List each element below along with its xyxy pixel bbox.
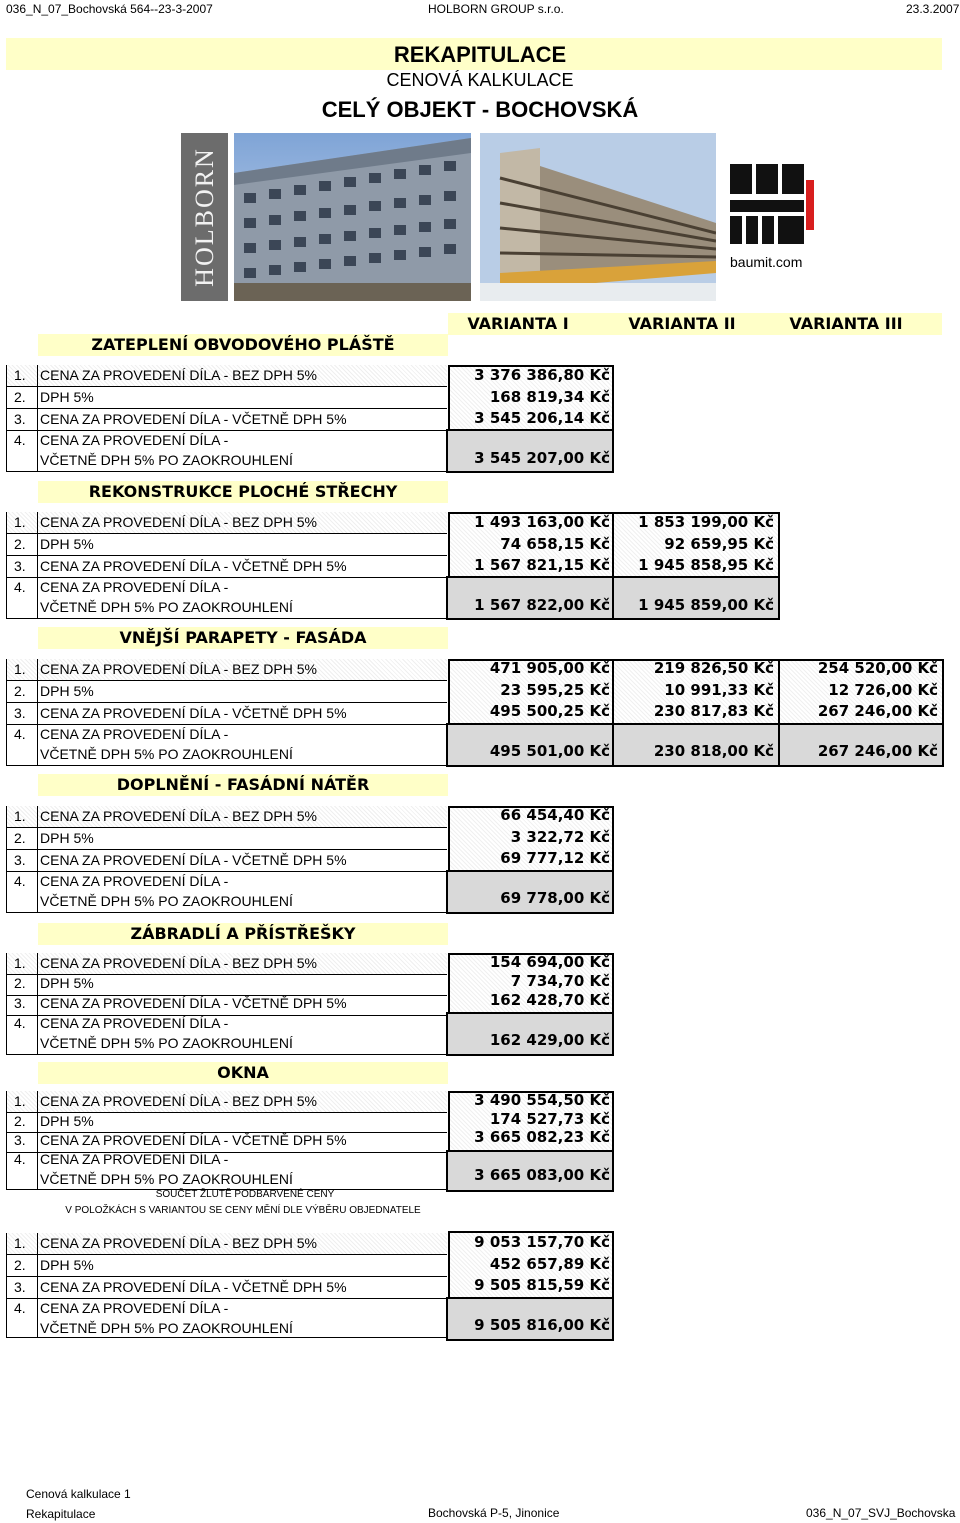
page-title: REKAPITULACE	[393, 42, 567, 67]
row-number: 1.	[14, 955, 26, 971]
building-photo-2	[480, 133, 716, 301]
value-cell: 267 246,00 Kč	[817, 742, 938, 760]
row-label: DPH 5%	[40, 683, 94, 699]
header-company: HOLBORN GROUP s.r.o.	[428, 2, 564, 16]
row-label: VČETNĚ DPH 5% PO ZAOKROUHLENÍ	[40, 1035, 293, 1051]
row-label: CENA ZA PROVEDENÍ DÍLA - VČETNĚ DPH 5%	[40, 852, 347, 868]
row-label: VČETNĚ DPH 5% PO ZAOKROUHLENÍ	[40, 893, 293, 909]
section-title: OKNA	[38, 1062, 448, 1084]
row-number: 3.	[14, 411, 26, 427]
row-label: VČETNĚ DPH 5% PO ZAOKROUHLENÍ	[40, 1171, 293, 1187]
row-label: CENA ZA PROVEDENÍ DÍLA -	[40, 1300, 229, 1316]
value-cell: 12 726,00 Kč	[828, 681, 938, 699]
row-label: CENA ZA PROVEDENÍ DÍLA - BEZ DPH 5%	[40, 367, 317, 383]
summary-note-line-2: V POLOŽKÁCH S VARIANTOU SE CENY MĚNÍ DLE VÝBĚRU OBJEDNATELE	[65, 1205, 421, 1216]
value-cell: 230 817,83 Kč	[653, 702, 774, 720]
row-label: VČETNĚ DPH 5% PO ZAOKROUHLENÍ	[40, 452, 293, 468]
row-label: CENA ZA PROVEDENÍ DÍLA - VČETNĚ DPH 5%	[40, 558, 347, 574]
value-cell: 23 595,25 Kč	[500, 681, 610, 699]
row-number: 2.	[14, 536, 26, 552]
header-date: 23.3.2007	[906, 2, 960, 16]
row-number: 1.	[14, 1093, 26, 1109]
row-number: 3.	[14, 1132, 26, 1148]
value-cell: 66 454,40 Kč	[500, 806, 610, 824]
row-number: 4.	[14, 432, 26, 448]
row-label: DPH 5%	[40, 1113, 94, 1129]
value-cell: 3 545 206,14 Kč	[474, 409, 610, 427]
value-cell: 174 527,73 Kč	[489, 1110, 610, 1128]
row-number: 3.	[14, 852, 26, 868]
row-number: 2.	[14, 1113, 26, 1129]
value-cell: 7 734,70 Kč	[510, 972, 610, 990]
row-number: 1.	[14, 1235, 26, 1251]
row-number: 1.	[14, 661, 26, 677]
baumit-url: baumit.com	[730, 254, 803, 270]
row-number: 2.	[14, 830, 26, 846]
value-cell: 219 826,50 Kč	[653, 659, 774, 677]
variant-1-header: VARIANTA I	[467, 314, 569, 333]
row-number: 4.	[14, 1015, 26, 1031]
value-cell: 230 818,00 Kč	[653, 742, 774, 760]
row-label: CENA ZA PROVEDENÍ DÍLA - BEZ DPH 5%	[40, 808, 317, 824]
value-cell: 162 428,70 Kč	[489, 991, 610, 1009]
row-label: VČETNĚ DPH 5% PO ZAOKROUHLENÍ	[40, 599, 293, 615]
value-cell: 1 945 859,00 Kč	[638, 596, 774, 614]
row-label: CENA ZA PROVEDENÍ DÍLA - VČETNĚ DPH 5%	[40, 411, 347, 427]
value-cell: 1 493 163,00 Kč	[474, 513, 610, 531]
row-number: 3.	[14, 995, 26, 1011]
value-cell: 162 429,00 Kč	[489, 1031, 610, 1049]
section-title: ZATEPLENÍ OBVODOVÉHO PLÁŠTĚ	[38, 334, 448, 356]
row-label: CENA ZA PROVEDENÍ DÍLA - VČETNĚ DPH 5%	[40, 995, 347, 1011]
row-label: CENA ZA PROVEDENÍ DÍLA - BEZ DPH 5%	[40, 514, 317, 530]
holborn-logo	[181, 133, 228, 301]
value-cell: 1 945 858,95 Kč	[638, 556, 774, 574]
row-label: CENA ZA PROVEDENÍ DÍLA - BEZ DPH 5%	[40, 955, 317, 971]
value-cell: 154 694,00 Kč	[489, 953, 610, 971]
section-title: REKONSTRUKCE PLOCHÉ STŘECHY	[38, 481, 448, 503]
row-label: CENA ZA PROVEDENÍ DÍLA - BEZ DPH 5%	[40, 1235, 317, 1251]
value-cell: 495 501,00 Kč	[489, 742, 610, 760]
page-object-title: CELÝ OBJEKT - BOCHOVSKÁ	[321, 97, 639, 122]
row-number: 1.	[14, 367, 26, 383]
row-label: CENA ZA PROVEDENÍ DÍLA - BEZ DPH 5%	[40, 1093, 317, 1109]
footer-file-code: 036_N_07_SVJ_Bochovska	[806, 1506, 956, 1520]
footer-address: Bochovská P-5, Jinonice	[428, 1506, 560, 1520]
variant-2-header: VARIANTA II	[628, 314, 736, 333]
value-cell: 1 567 821,15 Kč	[474, 556, 610, 574]
row-label: DPH 5%	[40, 830, 94, 846]
building-photo-1	[234, 133, 471, 301]
value-cell: 10 991,33 Kč	[664, 681, 774, 699]
summary-value-cell: 9 505 815,59 Kč	[474, 1276, 610, 1294]
value-cell: 3 490 554,50 Kč	[474, 1091, 610, 1109]
row-label: CENA ZA PROVEDENÍ DÍLA - BEZ DPH 5%	[40, 661, 317, 677]
row-label: VČETNĚ DPH 5% PO ZAOKROUHLENÍ	[40, 746, 293, 762]
value-cell: 3 322,72 Kč	[510, 828, 610, 846]
row-number: 4.	[14, 873, 26, 889]
value-cell: 3 376 386,80 Kč	[474, 366, 610, 384]
row-number: 4.	[14, 726, 26, 742]
section-title: VNĚJŠÍ PARAPETY - FASÁDA	[38, 627, 448, 649]
holborn-logo-text: HOLBORN	[189, 147, 219, 287]
row-label: CENA ZA PROVEDENÍ DÍLA -	[40, 873, 229, 889]
row-label: CENA ZA PROVEDENÍ DÍLA -	[40, 1151, 229, 1167]
value-cell: 92 659,95 Kč	[664, 535, 774, 553]
value-cell: 3 665 083,00 Kč	[474, 1166, 610, 1184]
row-number: 3.	[14, 1279, 26, 1295]
row-label: CENA ZA PROVEDENÍ DÍLA -	[40, 432, 229, 448]
value-cell: 74 658,15 Kč	[500, 535, 610, 553]
value-cell: 3 665 082,23 Kč	[474, 1128, 610, 1146]
row-label: CENA ZA PROVEDENÍ DÍLA - VČETNĚ DPH 5%	[40, 1132, 347, 1148]
footer-tab-name: Rekapitulace	[26, 1507, 96, 1521]
value-cell: 254 520,00 Kč	[817, 659, 938, 677]
row-label: DPH 5%	[40, 536, 94, 552]
row-number: 4.	[14, 1300, 26, 1316]
row-number: 2.	[14, 1257, 26, 1273]
summary-value-cell: 9 053 157,70 Kč	[474, 1233, 610, 1251]
row-label: DPH 5%	[40, 1257, 94, 1273]
page-subtitle: CENOVÁ KALKULACE	[386, 70, 574, 90]
header-filename: 036_N_07_Bochovská 564--23-3-2007	[6, 2, 213, 16]
footer-sheet-name: Cenová kalkulace 1	[26, 1487, 131, 1501]
row-number: 2.	[14, 389, 26, 405]
row-label: CENA ZA PROVEDENÍ DÍLA -	[40, 1015, 229, 1031]
row-number: 4.	[14, 579, 26, 595]
summary-value-cell: 452 657,89 Kč	[489, 1255, 610, 1273]
row-number: 1.	[14, 808, 26, 824]
row-number: 4.	[14, 1151, 26, 1167]
value-cell: 3 545 207,00 Kč	[474, 449, 610, 467]
row-label: CENA ZA PROVEDENÍ DÍLA -	[40, 726, 229, 742]
row-number: 1.	[14, 514, 26, 530]
section-title: ZÁBRADLÍ A PŘÍSTŘEŠKY	[38, 923, 448, 945]
row-number: 2.	[14, 683, 26, 699]
value-cell: 69 777,12 Kč	[500, 849, 610, 867]
value-cell: 1 567 822,00 Kč	[474, 596, 610, 614]
row-label: CENA ZA PROVEDENÍ DÍLA - VČETNĚ DPH 5%	[40, 1279, 347, 1295]
row-number: 3.	[14, 705, 26, 721]
row-number: 2.	[14, 975, 26, 991]
value-cell: 267 246,00 Kč	[817, 702, 938, 720]
value-cell: 69 778,00 Kč	[500, 889, 610, 907]
row-label: DPH 5%	[40, 975, 94, 991]
section-title: DOPLNĚNÍ - FASÁDNÍ NÁTĚR	[38, 774, 448, 796]
value-cell: 495 500,25 Kč	[489, 702, 610, 720]
row-number: 3.	[14, 558, 26, 574]
row-label: CENA ZA PROVEDENÍ DÍLA -	[40, 579, 229, 595]
row-label: VČETNĚ DPH 5% PO ZAOKROUHLENÍ	[40, 1320, 293, 1336]
row-label: DPH 5%	[40, 389, 94, 405]
value-cell: 1 853 199,00 Kč	[638, 513, 774, 531]
row-label: CENA ZA PROVEDENÍ DÍLA - VČETNĚ DPH 5%	[40, 705, 347, 721]
summary-note-line-1: SOUČET ŽLUTĚ PODBARVENÉ CENY	[155, 1189, 335, 1200]
summary-value-cell: 9 505 816,00 Kč	[474, 1316, 610, 1334]
value-cell: 471 905,00 Kč	[489, 659, 610, 677]
variant-3-header: VARIANTA III	[789, 314, 903, 333]
value-cell: 168 819,34 Kč	[489, 388, 610, 406]
